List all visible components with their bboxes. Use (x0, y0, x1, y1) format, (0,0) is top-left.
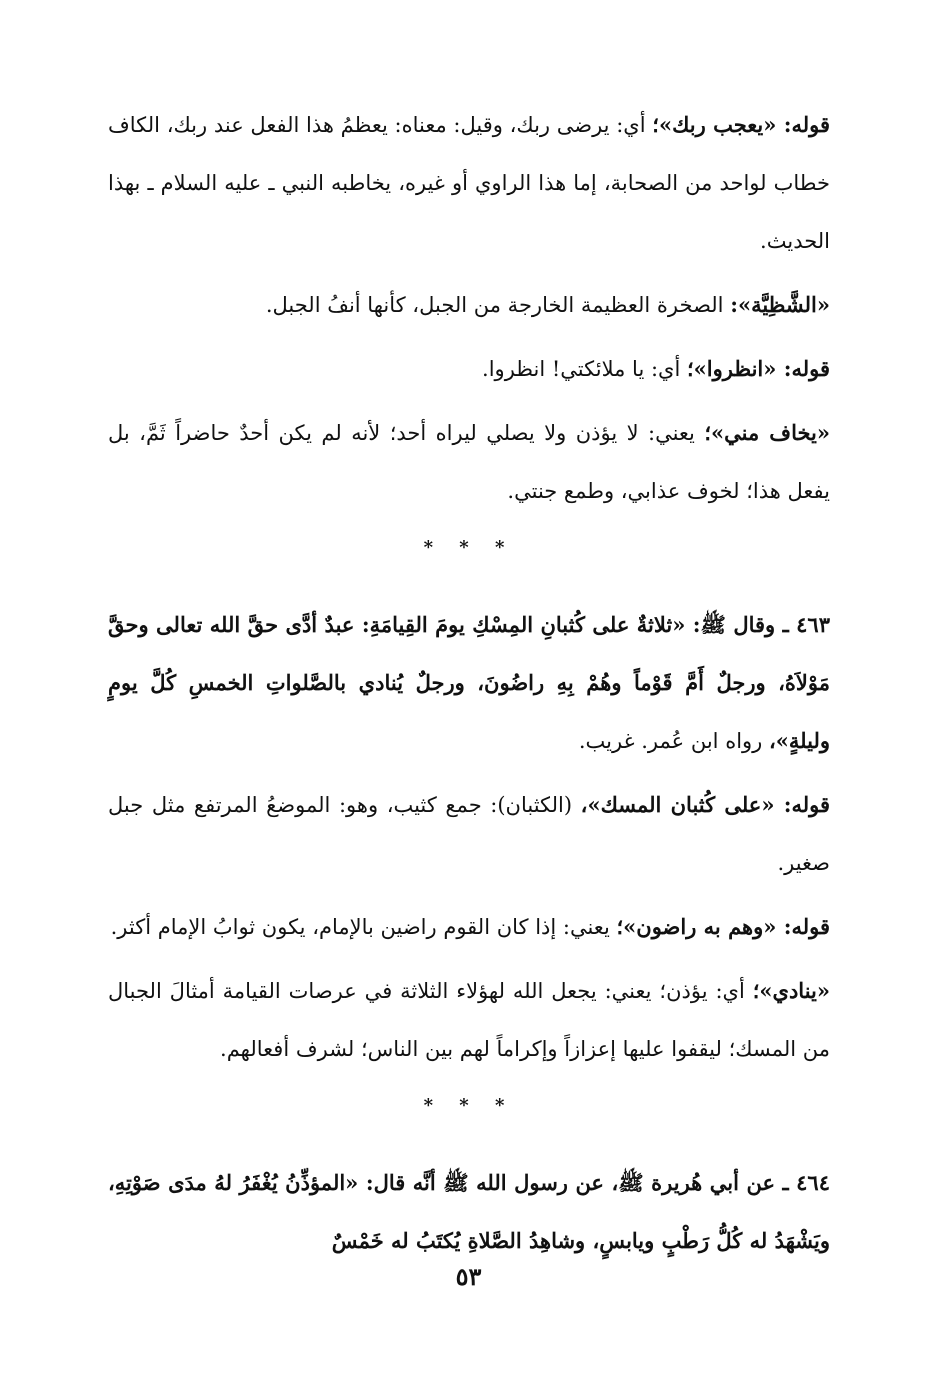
commentary-paragraph (108, 898, 830, 956)
section-separator: * * * (423, 1095, 515, 1116)
commentary-lead: «ينادي»؛ (752, 978, 830, 1003)
commentary-text: أي: يا ملائكتي! انظروا. (482, 357, 687, 381)
page-body (108, 96, 830, 1270)
commentary-paragraph (108, 340, 830, 398)
section-separator: * * * (423, 537, 515, 558)
commentary-lead: «يخاف مني»؛ (704, 420, 830, 445)
hadith-source: رواه ابن عُمر. غريب. (578, 729, 769, 753)
hadith-463 (108, 596, 830, 770)
commentary-paragraph (108, 276, 830, 334)
commentary-text: أي: يؤذن؛ يعني: يجعل الله لهؤلاء الثلاثة في عرصات القيامة أمثالَ الجبال من المسك؛ ليقفوا عليها إعزازاً وإكراماً لهم بين الناس؛ لشرف أفعالهم. (108, 979, 830, 1061)
commentary-lead: قوله: «وهم به راضون»؛ (616, 914, 830, 939)
commentary-paragraph (108, 962, 830, 1078)
commentary-text: أي: يرضى ربك، وقيل: معناه: يعظمُ هذا الفعل عند ربك، الكاف خطاب لواحد من الصحابة، إما هذا الراوي أو غيره، يخاطبه النبي ـ عليه السلام ـ بهذا الحديث. (108, 113, 830, 253)
commentary-paragraph (108, 96, 830, 270)
commentary-text: (الكثبان): جمع كثيب، وهو: الموضعُ المرتفع مثل جبل صغير. (108, 793, 830, 875)
commentary-text: الصخرة العظيمة الخارجة من الجبل، كأنها أنفُ الجبل. (265, 293, 731, 317)
commentary-lead: قوله: «يعجب ربك»؛ (652, 112, 831, 137)
hadith-text: ٤٦٣ ـ وقال ﷺ: «ثلاثةٌ على كُثبانِ المِسْكِ يومَ القِيامَةِ: عبدٌ أدَّى حقَّ الله تعالى وحقَّ مَوْلاَهُ، ورجلٌ أَمَّ قَوْماً وهُمْ بِهِ راضُونَ، ورجلٌ يُنادي بالصَّلواتِ الخمسِ كُلَّ يومٍ وليلةٍ»، (108, 612, 830, 753)
commentary-text: يعني: إذا كان القوم راضين بالإمام، يكون ثوابُ الإمام أكثر. (110, 915, 617, 939)
page-number: ٥٣ (455, 1262, 482, 1291)
commentary-text: يعني: لا يؤذن ولا يصلي ليراه أحد؛ لأنه لم يكن أحدٌ حاضراً ثَمَّ، بل يفعل هذا؛ لخوف عذابي، وطمع جنتي. (108, 421, 830, 503)
commentary-lead: «الشَّظِيَّة»: (730, 292, 830, 317)
commentary-lead: قوله: «على كُثبان المسك»، (580, 792, 830, 817)
hadith-464 (108, 1154, 830, 1270)
hadith-text: ٤٦٤ ـ عن أبي هُريرة ﷺ، عن رسول الله ﷺ أنَّه قال: «المؤذِّنُ يُغْفَرُ لهُ مدَى صَوْتِهِ، ويَشْهَدُ له كُلُّ رَطْبٍ ويابسٍ، وشاهِدُ الصَّلاةِ يُكتَبُ له خَمْسٌ (108, 1170, 830, 1253)
commentary-lead: قوله: «انظروا»؛ (686, 356, 830, 381)
commentary-paragraph (108, 404, 830, 520)
commentary-paragraph (108, 776, 830, 892)
